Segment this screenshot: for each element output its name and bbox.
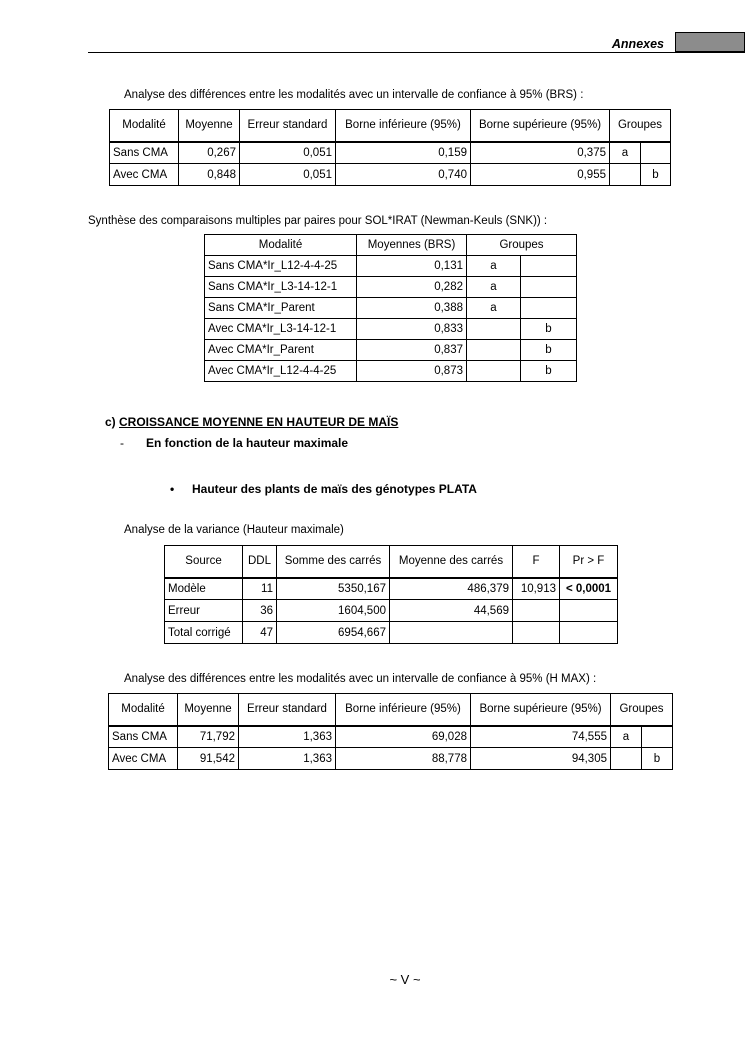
table-cell: 0,282: [357, 277, 467, 298]
table-cell: Avec CMA*Ir_L3-14-12-1: [205, 319, 357, 340]
table-cell: 1,363: [239, 726, 336, 748]
table-cell: 74,555: [471, 726, 611, 748]
table-row: [205, 277, 577, 298]
table-cell: [513, 622, 560, 644]
bullet-text: Hauteur des plants de maïs des génotypes PLATA: [192, 482, 477, 496]
table-cell: 47: [243, 622, 277, 644]
table-cell: 486,379: [390, 578, 513, 600]
table-cell: [521, 298, 577, 319]
table3-header-cell: Somme des carrés: [277, 546, 390, 578]
bullet-icon: •: [170, 482, 175, 496]
table-cell: Sans CMA*Ir_Parent: [205, 298, 357, 319]
table4-header-row: [109, 694, 673, 726]
table-cell: 91,542: [178, 748, 239, 770]
table2-snk-comparisons: [204, 234, 577, 382]
table-cell: 11: [243, 578, 277, 600]
table-cell: 44,569: [390, 600, 513, 622]
section-c-title: CROISSANCE MOYENNE EN HAUTEUR DE MAÏS: [119, 415, 399, 429]
section-c-label: c): [105, 415, 116, 429]
table-cell: [560, 600, 618, 622]
table-cell: 0,873: [357, 361, 467, 382]
table4-header-cell: Borne supérieure (95%): [471, 694, 611, 726]
table-row: [205, 256, 577, 277]
table-cell: 1604,500: [277, 600, 390, 622]
table-cell: 1,363: [239, 748, 336, 770]
header-decor-box: [675, 32, 745, 52]
table-cell: 0,375: [471, 142, 610, 164]
table4-caption: Analyse des différences entre les modalités avec un intervalle de confiance à 95% (H MAX) :: [124, 673, 597, 685]
table-cell: [642, 726, 673, 748]
table-cell: a: [467, 298, 521, 319]
table-cell: 0,388: [357, 298, 467, 319]
table1-caption: Analyse des différences entre les modalités avec un intervalle de confiance à 95% (BRS) :: [124, 89, 584, 101]
table-cell: 6954,667: [277, 622, 390, 644]
table-cell: a: [610, 142, 641, 164]
table1-header-cell: Modalité: [110, 110, 179, 142]
table-cell: 5350,167: [277, 578, 390, 600]
section-c-subtitle-line: [120, 436, 348, 450]
table2-header-cell: Modalité: [205, 235, 357, 256]
table-cell: Erreur: [165, 600, 243, 622]
table-cell: 36: [243, 600, 277, 622]
table-cell: [467, 319, 521, 340]
table-cell: Avec CMA*Ir_Parent: [205, 340, 357, 361]
table1-header-row: [110, 110, 671, 142]
table-cell: < 0,0001: [560, 578, 618, 600]
page-number: ~ V ~: [389, 972, 421, 987]
table-cell: 0,740: [336, 164, 471, 186]
table-cell: 71,792: [178, 726, 239, 748]
table4-header-cell: Modalité: [109, 694, 178, 726]
table-cell: a: [467, 277, 521, 298]
dash-marker: -: [120, 436, 124, 450]
table1-header-cell: Moyenne: [179, 110, 240, 142]
header-rule: [88, 52, 745, 53]
table-cell: Modèle: [165, 578, 243, 600]
table4-header-cell: Borne inférieure (95%): [336, 694, 471, 726]
table3-header-cell: Moyenne des carrés: [390, 546, 513, 578]
table4-modalites-hmax: [108, 693, 673, 770]
table-row: [109, 748, 673, 770]
table-cell: [467, 340, 521, 361]
table-cell: Sans CMA*Ir_L3-14-12-1: [205, 277, 357, 298]
table-cell: 88,778: [336, 748, 471, 770]
table-row: [165, 600, 618, 622]
table-row: [205, 361, 577, 382]
table-cell: 0,159: [336, 142, 471, 164]
table-cell: 0,131: [357, 256, 467, 277]
table3-header-cell: DDL: [243, 546, 277, 578]
table-cell: [560, 622, 618, 644]
table-cell: b: [521, 319, 577, 340]
table-cell: Avec CMA: [110, 164, 179, 186]
table-cell: a: [467, 256, 521, 277]
table2-header-cell: Groupes: [467, 235, 577, 256]
table-cell: [521, 256, 577, 277]
table-cell: 10,913: [513, 578, 560, 600]
page-header-title: Annexes: [611, 37, 664, 51]
table3-header-cell: Pr > F: [560, 546, 618, 578]
table-cell: Total corrigé: [165, 622, 243, 644]
table-row: [165, 578, 618, 600]
table-cell: Sans CMA: [109, 726, 178, 748]
table3-header-row: [165, 546, 618, 578]
table3-caption: Analyse de la variance (Hauteur maximale): [124, 524, 344, 536]
table-cell: [610, 164, 641, 186]
table2-header-cell: Moyennes (BRS): [357, 235, 467, 256]
table-cell: 69,028: [336, 726, 471, 748]
table1-header-cell: Erreur standard: [240, 110, 336, 142]
table1-modalites-brs: [109, 109, 671, 186]
table2-caption: Synthèse des comparaisons multiples par paires pour SOL*IRAT (Newman-Keuls (SNK)) :: [88, 215, 548, 227]
table3-header-cell: Source: [165, 546, 243, 578]
table-row: [205, 340, 577, 361]
table-cell: [641, 142, 671, 164]
table-cell: [390, 622, 513, 644]
table-cell: b: [641, 164, 671, 186]
table-cell: 0,955: [471, 164, 610, 186]
table-cell: [513, 600, 560, 622]
section-c-heading: [105, 415, 398, 429]
table-cell: Avec CMA*Ir_L12-4-4-25: [205, 361, 357, 382]
section-c-subtitle: En fonction de la hauteur maximale: [146, 436, 349, 450]
table-row: [110, 142, 671, 164]
table-cell: Sans CMA: [110, 142, 179, 164]
table-cell: Sans CMA*Ir_L12-4-4-25: [205, 256, 357, 277]
table4-header-cell: Erreur standard: [239, 694, 336, 726]
table-cell: a: [611, 726, 642, 748]
table3-anova: [164, 545, 618, 644]
table-cell: [467, 361, 521, 382]
table1-header-cell: Groupes: [610, 110, 671, 142]
table4-header-cell: Groupes: [611, 694, 673, 726]
table-row: [205, 298, 577, 319]
table-cell: Avec CMA: [109, 748, 178, 770]
table-cell: 0,837: [357, 340, 467, 361]
table4-header-cell: Moyenne: [178, 694, 239, 726]
table2-header-row: [205, 235, 577, 256]
table-row: [205, 319, 577, 340]
table-cell: b: [521, 340, 577, 361]
table-cell: [521, 277, 577, 298]
table-cell: 94,305: [471, 748, 611, 770]
table3-header-cell: F: [513, 546, 560, 578]
table-cell: b: [642, 748, 673, 770]
table-cell: 0,267: [179, 142, 240, 164]
table-row: [110, 164, 671, 186]
table-row: [165, 622, 618, 644]
table1-header-cell: Borne supérieure (95%): [471, 110, 610, 142]
table-cell: 0,051: [240, 164, 336, 186]
table-cell: 0,833: [357, 319, 467, 340]
table1-header-cell: Borne inférieure (95%): [336, 110, 471, 142]
table-cell: [611, 748, 642, 770]
table-row: [109, 726, 673, 748]
table-cell: b: [521, 361, 577, 382]
table-cell: 0,051: [240, 142, 336, 164]
bullet-line: [170, 482, 477, 496]
table-cell: 0,848: [179, 164, 240, 186]
